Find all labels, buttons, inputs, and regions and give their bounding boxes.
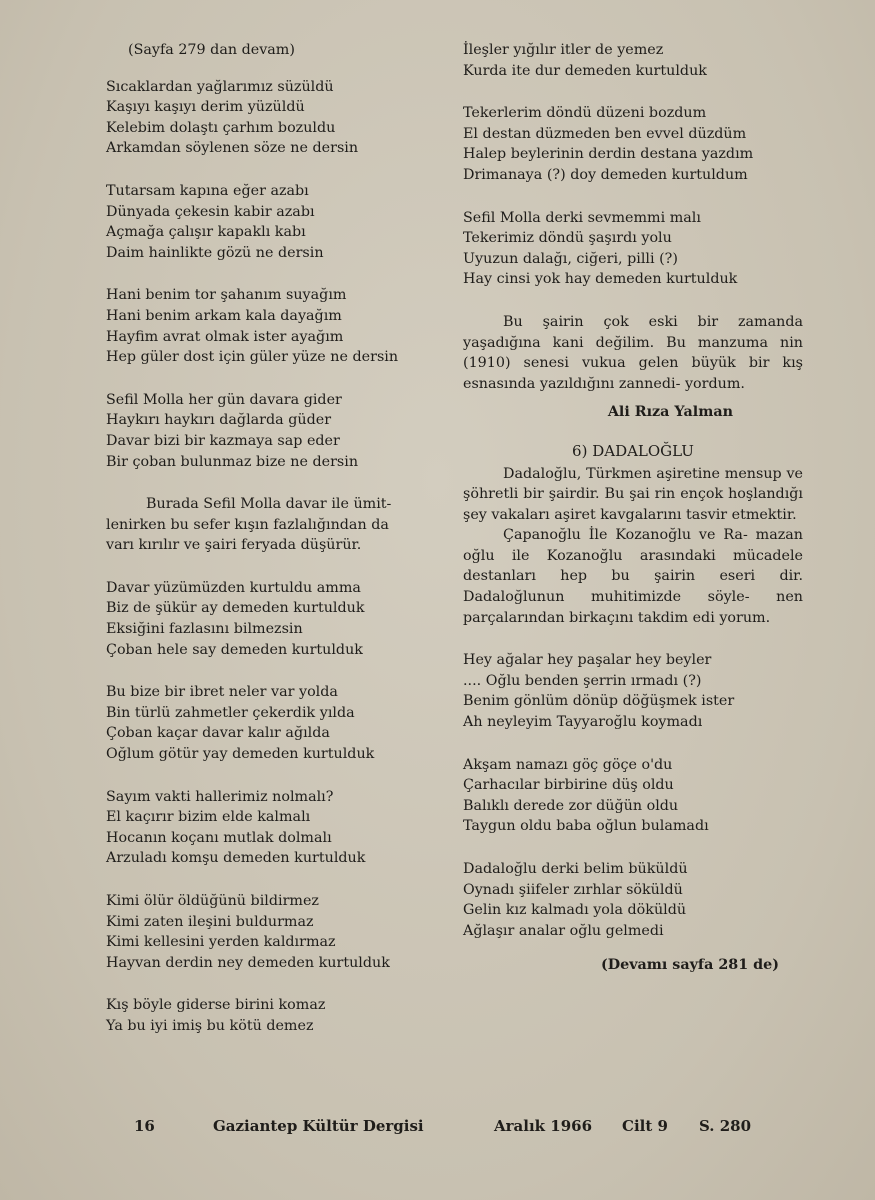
verse-line: El destan düzmeden ben evvel düzdüm [463, 125, 747, 142]
verse-line: Tekerlerim döndü düzeni bozdum [463, 105, 707, 122]
verse-line: .... Oğlu benden şerrin ırmadı (?) [463, 672, 702, 689]
poem-stanza [106, 77, 444, 159]
poem-stanza [463, 650, 803, 732]
journal-title: Gaziantep Kültür Dergisi [213, 1117, 424, 1135]
prose-paragraph [106, 494, 444, 556]
verse-line: Ağlaşır analar oğlu gelmedi [463, 922, 664, 939]
verse-line: Hep güler dost için güler yüze ne dersin [106, 349, 399, 366]
right-column [463, 40, 803, 976]
verse-line: Ya bu iyi imiş bu kötü demez [106, 1017, 314, 1034]
verse-line: Çoban kaçar davar kalır ağılda [106, 725, 330, 742]
poem-stanza [106, 891, 444, 973]
verse-line: Oynadı şiifeler zırhlar söküldü [463, 881, 683, 898]
verse-line: Kış böyle giderse birini komaz [106, 997, 326, 1014]
verse-line: Balıklı derede zor düğün oldu [463, 797, 679, 814]
verse-line: Tutarsam kapına eğer azabı [106, 182, 309, 199]
section-body-paragraph: Çapanoğlu İle Kozanoğlu ve Ra- mazan oğlu ile Kozanoğlu arasındaki mücadele destanları hep bu şairin eseri dir. Dadaloğlunun muhitimizde söyle- nen parçalarından birkaçını takdim edi yorum. [463, 527, 803, 626]
prose-line: varı kırılır ve şairi feryada düşürür. [106, 537, 362, 554]
verse-line: Dünyada çekesin kabir azabı [106, 203, 315, 220]
verse-line: Kimi zaten ileşini buldurmaz [106, 913, 314, 930]
verse-line: Davar yüzümüzden kurtuldu amma [106, 579, 361, 596]
author-note-paragraph: Bu şairin çok eski bir zamanda yaşadığına kani değilim. Bu manzuma nin (1910) senesi vukua gelen büyük bir kış esnasında yazıldığını zannedi- yordum. [463, 313, 803, 392]
verse-line: Sıcaklardan yağlarımız süzüldü [106, 78, 334, 95]
left-column [106, 40, 444, 1037]
prose-line: Burada Sefil Molla davar ile ümit- [146, 496, 392, 513]
verse-line: Kimi kellesini yerden kaldırmaz [106, 934, 336, 951]
issue-number: S. 280 [699, 1117, 752, 1135]
verse-line: Akşam namazı göç göçe o'du [463, 756, 673, 773]
verse-line: Davar bizi bir kazmaya sap eder [106, 432, 340, 449]
poem-stanza [463, 755, 803, 837]
verse-line: Hani benim tor şahanım suyağım [106, 287, 347, 304]
poem-stanza [106, 285, 444, 367]
poem-stanza [106, 787, 444, 869]
verse-line: El kaçırır bizim elde kalmalı [106, 809, 311, 826]
verse-line: Çoban hele say demeden kurtulduk [106, 641, 363, 658]
verse-line: Oğlum götür yay demeden kurtulduk [106, 746, 375, 763]
verse-line: Sefil Molla her gün davara gider [106, 391, 342, 408]
verse-line: Benim gönlüm dönüp döğüşmek ister [463, 693, 735, 710]
verse-line: Taygun oldu baba oğlun bulamadı [463, 818, 709, 835]
poem-stanza [106, 390, 444, 472]
section-intro-paragraph: Dadaloğlu, Türkmen aşiretine mensup ve şöhretli bir şairdir. Bu şai rin ençok hoşlandığı şey vakaları aşiret kavgalarını tasvir etmektir. [463, 465, 803, 523]
poem-stanza [106, 181, 444, 263]
poem-stanza [463, 208, 803, 290]
verse-line: Halep beylerinin derdin destana yazdım [463, 146, 754, 163]
poem-stanza [106, 995, 444, 1036]
verse-line: Drimanaya (?) doy demeden kurtuldum [463, 166, 748, 183]
verse-line: Kelebim dolaştı çarhım bozuldu [106, 119, 336, 136]
verse-line: Bin türlü zahmetler çekerdik yılda [106, 704, 355, 721]
verse-line: Daim hainlikte gözü ne dersin [106, 244, 324, 261]
section-heading: 6) DADALOĞLU [572, 441, 694, 460]
verse-line: Hayvan derdin ney demeden kurtulduk [106, 954, 390, 971]
verse-line: Açmağa çalışır kapaklı kabı [106, 224, 306, 241]
author-signature: Ali Rıza Yalman [607, 404, 733, 421]
page-number: 16 [134, 1117, 155, 1135]
verse-line: Sefil Molla derki sevmemmi malı [463, 209, 701, 226]
poem-stanza [106, 578, 444, 660]
verse-line: Tekerimiz döndü şaşırdı yolu [463, 230, 672, 247]
verse-line: Uyuzun dalağı, ciğeri, pilli (?) [463, 250, 678, 267]
verse-line: Arkamdan söylenen söze ne dersin [106, 140, 359, 157]
verse-line: Hay cinsi yok hay demeden kurtulduk [463, 271, 738, 288]
verse-line: Kimi ölür öldüğünü bildirmez [106, 893, 319, 909]
poem-stanza [463, 859, 803, 941]
verse-line: İleşler yığılır itler de yemez [463, 42, 664, 58]
verse-line: Bir çoban bulunmaz bize ne dersin [106, 453, 359, 470]
verse-line: Biz de şükür ay demeden kurtulduk [106, 600, 365, 617]
verse-line: Kurda ite dur demeden kurtulduk [463, 62, 707, 79]
poem-stanza [106, 682, 444, 764]
verse-line: Kaşıyı kaşıyı derim yüzüldü [106, 99, 305, 116]
verse-line: Hocanın koçanı mutlak dolmalı [106, 829, 332, 846]
verse-line: Hani benim arkam kala dayağım [106, 307, 342, 324]
verse-line: Eksiğini fazlasını bilmezsin [106, 621, 303, 638]
verse-line: Bu bize bir ibret neler var yolda [106, 684, 338, 701]
verse-line: Hayfim avrat olmak ister ayağım [106, 328, 344, 345]
verse-line: Dadaloğlu derki belim büküldü [463, 861, 688, 877]
verse-line: Çarhacılar birbirine düş oldu [463, 777, 674, 794]
prose-line: lenirken bu sefer kışın fazlalığından da [106, 516, 389, 533]
verse-line: Haykırı haykırı dağlarda güder [106, 412, 332, 429]
continued-from-note: (Sayfa 279 dan devam) [128, 42, 295, 58]
issue-date: Aralık 1966 [494, 1117, 593, 1135]
volume-number: Cilt 9 [622, 1117, 668, 1135]
poem-stanza [463, 103, 803, 185]
verse-line: Sayım vakti hallerimiz nolmalı? [106, 788, 334, 805]
poem-stanza [463, 40, 803, 81]
verse-line: Arzuladı komşu demeden kurtulduk [106, 850, 366, 867]
verse-line: Ah neyleyim Tayyaroğlu koymadı [463, 714, 703, 731]
continued-to-note: (Devamı sayfa 281 de) [600, 957, 779, 974]
verse-line: Gelin kız kalmadı yola döküldü [463, 902, 687, 919]
verse-line: Hey ağalar hey paşalar hey beyler [463, 652, 712, 669]
